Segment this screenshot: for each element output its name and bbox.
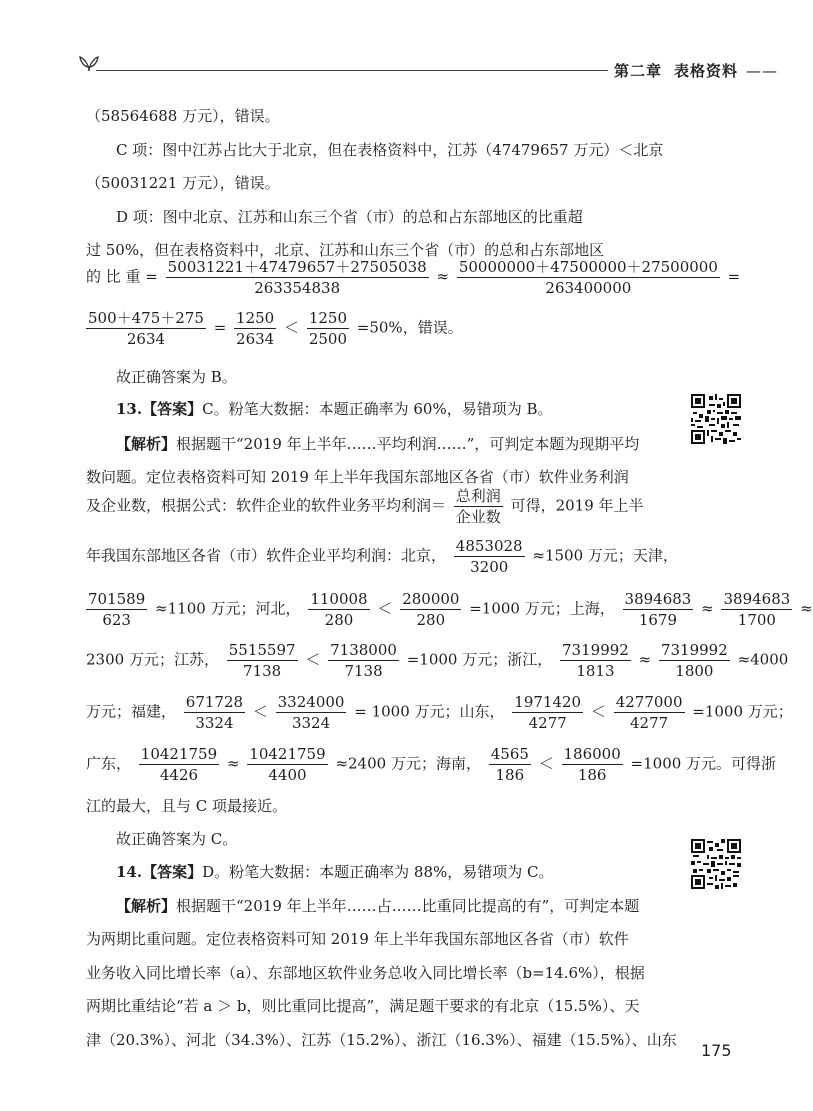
text-fragment: 可得，2019 年上半 bbox=[510, 496, 644, 515]
fraction: $\frac{10421759}{4426}$ bbox=[140, 745, 218, 784]
formula-line bbox=[86, 258, 740, 297]
answer-label: 14.【答案】 bbox=[116, 863, 203, 881]
fraction: $\frac{10421759}{4400}$ bbox=[249, 745, 326, 784]
fraction: $\frac{\text{总利润}}{\text{企业数}}$ bbox=[455, 487, 501, 526]
fraction: $\frac{500+475+275}{2634}$ bbox=[88, 309, 204, 348]
analysis-line bbox=[86, 895, 639, 916]
text-line: 故正确答案为 C。 bbox=[116, 830, 238, 848]
answer-label: 13.【答案】 bbox=[116, 400, 203, 418]
text-line: 故正确答案为 B。 bbox=[116, 368, 237, 386]
analysis-label: 【解析】 bbox=[116, 897, 177, 915]
page-header bbox=[78, 52, 778, 92]
text-fragment: 万元；福建， bbox=[86, 702, 177, 721]
text-line: 江的最大，且与 C 项最接近。 bbox=[86, 797, 288, 815]
text-fragment: ≈ bbox=[638, 650, 652, 669]
text-line: D 项：图中北京、江苏和山东三个省（市）的总和占东部地区的比重超 bbox=[116, 208, 583, 226]
text-fragment: = 1000 万元；山东， bbox=[354, 702, 505, 721]
text-fragment: 2300 万元；江苏， bbox=[86, 650, 219, 669]
fraction: $\frac{1250}{2634}$ bbox=[236, 309, 275, 348]
formula-line bbox=[86, 693, 793, 732]
text-fragment: C。粉笔大数据：本题正确率为 60%，易错项为 B。 bbox=[202, 400, 553, 418]
fraction: $\frac{3894683}{1700}$ bbox=[723, 590, 791, 629]
text-fragment: = bbox=[213, 318, 227, 337]
text-line: （58564688 万元），错误。 bbox=[86, 107, 280, 125]
fraction: $\frac{4277000}{4277}$ bbox=[615, 693, 683, 732]
fraction: $\frac{701589}{623}$ bbox=[88, 590, 146, 629]
chapter-title: 表格资料 bbox=[673, 62, 738, 80]
formula-line bbox=[86, 537, 678, 576]
text-fragment: ＜ bbox=[284, 318, 300, 337]
text-fragment: =50%，错误。 bbox=[356, 318, 463, 337]
text-fragment: ＜ bbox=[305, 650, 321, 669]
text-fragment: ≈1500 万元；天津， bbox=[532, 546, 678, 565]
text-fragment: ＜ bbox=[377, 599, 393, 618]
formula-line bbox=[86, 487, 644, 526]
fraction: $\frac{7319992}{1800}$ bbox=[660, 641, 728, 680]
text-fragment: 广东， bbox=[86, 754, 132, 773]
text-fragment: 的 比 重 = bbox=[86, 267, 158, 286]
fraction: $\frac{280000}{280}$ bbox=[402, 590, 460, 629]
text-line: C 项：图中江苏占比大于北京，但在表格资料中，江苏（47479657 万元）＜北京 bbox=[116, 141, 664, 159]
fraction: $\frac{7138000}{7138}$ bbox=[330, 641, 397, 680]
fraction: $\frac{5515597}{7138}$ bbox=[228, 641, 296, 680]
text-line: 过 50%，但在表格资料中，北京、江苏和山东三个省（市）的总和占东部地区 bbox=[86, 241, 605, 259]
formula-line bbox=[86, 590, 813, 629]
fraction: $\frac{7319992}{1813}$ bbox=[562, 641, 629, 680]
chapter-label: 第二章 bbox=[613, 62, 662, 80]
qr-code-icon[interactable] bbox=[691, 839, 741, 889]
text-fragment: ≈ bbox=[436, 267, 450, 286]
fraction: $\frac{4565}{186}$ bbox=[490, 745, 529, 784]
text-fragment: ＜ bbox=[252, 702, 268, 721]
fraction: $\frac{671728}{3324}$ bbox=[185, 693, 244, 732]
header-title bbox=[608, 60, 778, 81]
text-fragment: =1000 万元； bbox=[692, 702, 793, 721]
fraction: $\frac{3894683}{1679}$ bbox=[624, 590, 692, 629]
text-fragment: ≈4000 bbox=[737, 650, 789, 669]
answer-line bbox=[86, 861, 554, 882]
fraction: $\frac{186000}{186}$ bbox=[563, 745, 621, 784]
text-fragment: ＜ bbox=[538, 754, 554, 773]
text-fragment: ≈ bbox=[226, 754, 240, 773]
fraction: $\frac{3324000}{3324}$ bbox=[277, 693, 345, 732]
text-fragment: 根据题干“2019 年上半年……平均利润……”，可判定本题为现期平均 bbox=[176, 435, 640, 453]
fraction: $\frac{50000000+47500000+27500000}{263400000}$ bbox=[458, 258, 718, 297]
text-line: 两期比重结论“若 a ＞ b，则比重同比提高”，满足题干要求的有北京（15.5%）、天 bbox=[86, 997, 640, 1015]
formula-line bbox=[86, 745, 776, 784]
analysis-label: 【解析】 bbox=[116, 435, 177, 453]
text-fragment: 年我国东部地区各省（市）软件企业平均利润：北京， bbox=[86, 546, 447, 565]
text-fragment: =1000 万元；浙江， bbox=[406, 650, 553, 669]
fraction: $\frac{4853028}{3200}$ bbox=[455, 537, 523, 576]
text-fragment: D。粉笔大数据：本题正确率为 88%，易错项为 C。 bbox=[202, 863, 554, 881]
text-fragment: = bbox=[727, 267, 741, 286]
fraction: $\frac{50031221+47479657+27505038}{263354838}$ bbox=[167, 258, 427, 297]
text-fragment: 及企业数，根据公式：软件企业的软件业务平均利润＝ bbox=[86, 496, 447, 515]
text-fragment: =1000 万元。可得浙 bbox=[630, 754, 777, 773]
fraction: $\frac{1971420}{4277}$ bbox=[514, 693, 582, 732]
text-line: （50031221 万元），错误。 bbox=[86, 174, 280, 192]
text-fragment: ≈2400 万元；海南， bbox=[335, 754, 481, 773]
text-fragment: ≈ bbox=[800, 599, 813, 618]
answer-line bbox=[86, 398, 553, 419]
text-line: 津（20.3%）、河北（34.3%）、江苏（15.2%）、浙江（16.3%）、福建（15.5%）、山东 bbox=[86, 1031, 677, 1049]
fraction: $\frac{110008}{280}$ bbox=[310, 590, 368, 629]
text-line: 数问题。定位表格资料可知 2019 年上半年我国东部地区各省（市）软件业务利润 bbox=[86, 468, 629, 486]
text-fragment: ≈ bbox=[701, 599, 714, 618]
header-rule bbox=[96, 70, 666, 71]
analysis-line bbox=[86, 433, 639, 454]
header-dash: —— bbox=[746, 62, 778, 80]
text-line: 为两期比重问题。定位表格资料可知 2019 年上半年我国东部地区各省（市）软件 bbox=[86, 930, 629, 948]
text-fragment: ≈1100 万元；河北， bbox=[155, 599, 301, 618]
fraction: $\frac{1250}{2500}$ bbox=[308, 309, 347, 348]
formula-line bbox=[86, 641, 788, 680]
text-fragment: =1000 万元；上海， bbox=[469, 599, 615, 618]
text-line: 业务收入同比增长率（a）、东部地区软件业务总收入同比增长率（b=14.6%），根据 bbox=[86, 964, 645, 982]
text-fragment: ＜ bbox=[590, 702, 606, 721]
qr-code-icon[interactable] bbox=[691, 394, 741, 444]
formula-line bbox=[86, 309, 463, 348]
text-fragment: 根据题干“2019 年上半年……占……比重同比提高的有”，可判定本题 bbox=[176, 897, 640, 915]
page-number: 175 bbox=[701, 1041, 732, 1060]
